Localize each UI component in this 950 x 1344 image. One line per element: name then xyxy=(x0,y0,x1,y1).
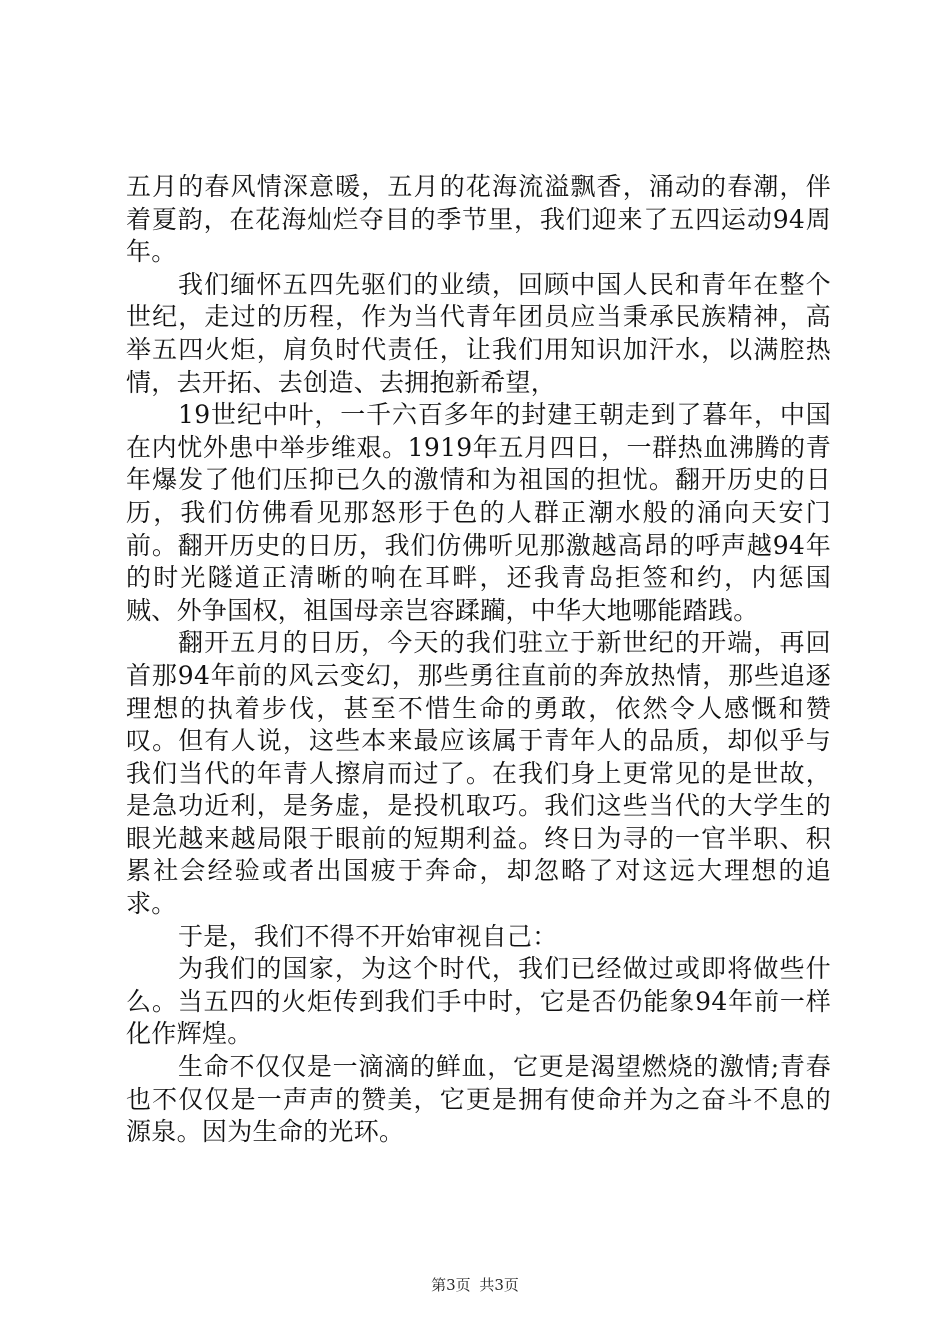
paragraph-6: 为我们的国家，为这个时代，我们已经做过或即将做些什么。当五四的火炬传到我们手中时，它是否仍能象94年前一样化作辉煌。 xyxy=(126,954,831,1049)
paragraph-7: 生命不仅仅是一滴滴的鲜血，它更是渴望燃烧的激情;青春也不仅仅是一声声的赞美，它更是拥有使命并为之奋斗不息的源泉。因为生命的光环。 xyxy=(126,1052,831,1147)
paragraph-3: 19世纪中叶，一千六百多年的封建王朝走到了暮年，中国在内忧外患中举步维艰。1919年五月四日，一群热血沸腾的青年爆发了他们压抑已久的激情和为祖国的担忧。翻开历史的日历，我们仿佛看见那怒形于色的人群正潮水般的涌向天安门前。翻开历史的日历，我们仿佛听见那激越高昂的呼声越94年的时光隧道正清晰的响在耳畔，还我青岛拒签和约，内惩国贼、外争国权，祖国母亲岂容蹂躏，中华大地哪能踏践。 xyxy=(126,400,831,625)
document-body xyxy=(126,171,831,1149)
page-number: 第3页 xyxy=(431,1276,471,1294)
paragraph-1: 五月的春风情深意暖，五月的花海流溢飘香，涌动的春潮，伴着夏韵，在花海灿烂夺目的季节里，我们迎来了五四运动94周年。 xyxy=(126,172,831,267)
page-total: 共3页 xyxy=(479,1276,519,1294)
paragraph-4: 翻开五月的日历，今天的我们驻立于新世纪的开端，再回首那94年前的风云变幻，那些勇往直前的奔放热情，那些追逐理想的执着步伐，甚至不惜生命的勇敢，依然令人感慨和赞叹。但有人说，这些本来最应该属于青年人的品质，却似乎与我们当代的年青人擦肩而过了。在我们身上更常见的是世故，是急功近利，是务虚，是投机取巧。我们这些当代的大学生的眼光越来越局限于眼前的短期利益。终日为寻的一官半职、积累社会经验或者出国疲于奔命，却忽略了对这远大理想的追求。 xyxy=(126,628,831,919)
paragraph-5: 于是，我们不得不开始审视自己： xyxy=(178,921,558,951)
page-footer xyxy=(0,1274,950,1295)
paragraph-2: 我们缅怀五四先驱们的业绩，回顾中国人民和青年在整个世纪，走过的历程，作为当代青年团员应当秉承民族精神，高举五四火炬，肩负时代责任，让我们用知识加汗水，以满腔热情，去开拓、去创造、去拥抱新希望， xyxy=(126,269,831,397)
